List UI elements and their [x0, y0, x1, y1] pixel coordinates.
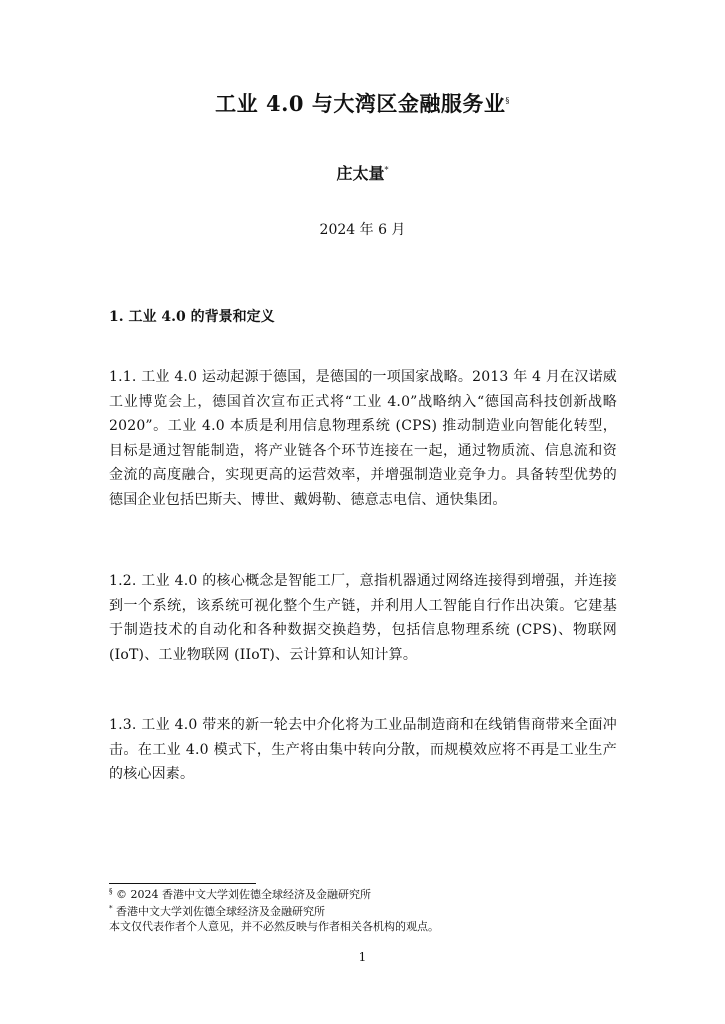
title-footnote-mark: §	[505, 96, 510, 105]
paragraph-1-2: 1.2. 工业 4.0 的核心概念是智能工厂，意指机器通过网络连接得到增强，并连接到一个系统，该系统可视化整个生产链，并利用人工智能自行作出决策。它建基于制造技术的自动化和各种数据交换趋势，包括信息物理系统 (CPS)、物联网 (IoT)、工业物联网 (IIoT)、云计算和认知计算。	[109, 573, 617, 663]
publication-date: 2024 年 6 月	[319, 222, 406, 238]
paragraph-1-1: 1.1. 工业 4.0 运动起源于德国，是德国的一项国家战略。2013 年 4 月在汉诺威工业博览会上，德国首次宣布正式将“工业 4.0”战略纳入“德国高科技创新战略 2020”。工业 4.0 本质是利用信息物理系统 (CPS) 推动制造业向智能化转型，目标是通过智能制造，将产业链各个环节连接在一起，通过物质流、信息流和资金流的高度融合，实现更高的运营效率，并增强制造业竞争力。具备转型优势的德国企业包括巴斯夫、博世、戴姆勒、德意志电信、通快集团。	[109, 369, 617, 508]
footnote-divider	[109, 883, 256, 884]
footnote-mark-asterisk: *	[109, 904, 113, 913]
footnote-affiliation	[109, 904, 325, 919]
paper-title	[0, 88, 725, 118]
title-text: 工业 4.0 与大湾区金融服务业	[215, 91, 506, 116]
footnote-affiliation-text: 香港中文大学刘佐德全球经济及金融研究所	[112, 905, 325, 918]
footnote-disclaimer: 本文仅代表作者个人意见，并不必然反映与作者相关各机构的观点。	[109, 920, 439, 933]
author-footnote-mark: *	[384, 165, 389, 175]
page-number: 1	[358, 950, 367, 964]
footnote-copyright-text: © 2024 香港中文大学刘佐德全球经济及金融研究所	[112, 888, 371, 901]
paragraph-1-3: 1.3. 工业 4.0 带来的新一轮去中介化将为工业品制造商和在线销售商带来全面冲击。在工业 4.0 模式下，生产将由集中转向分散，而规模效应将不再是工业生产的核心因素。	[109, 717, 617, 783]
footnote-copyright	[109, 887, 371, 902]
footnote-mark-section: §	[109, 887, 113, 896]
author-name: 庄太量	[336, 164, 385, 183]
author	[0, 161, 725, 184]
section-heading: 1. 工业 4.0 的背景和定义	[109, 309, 275, 325]
